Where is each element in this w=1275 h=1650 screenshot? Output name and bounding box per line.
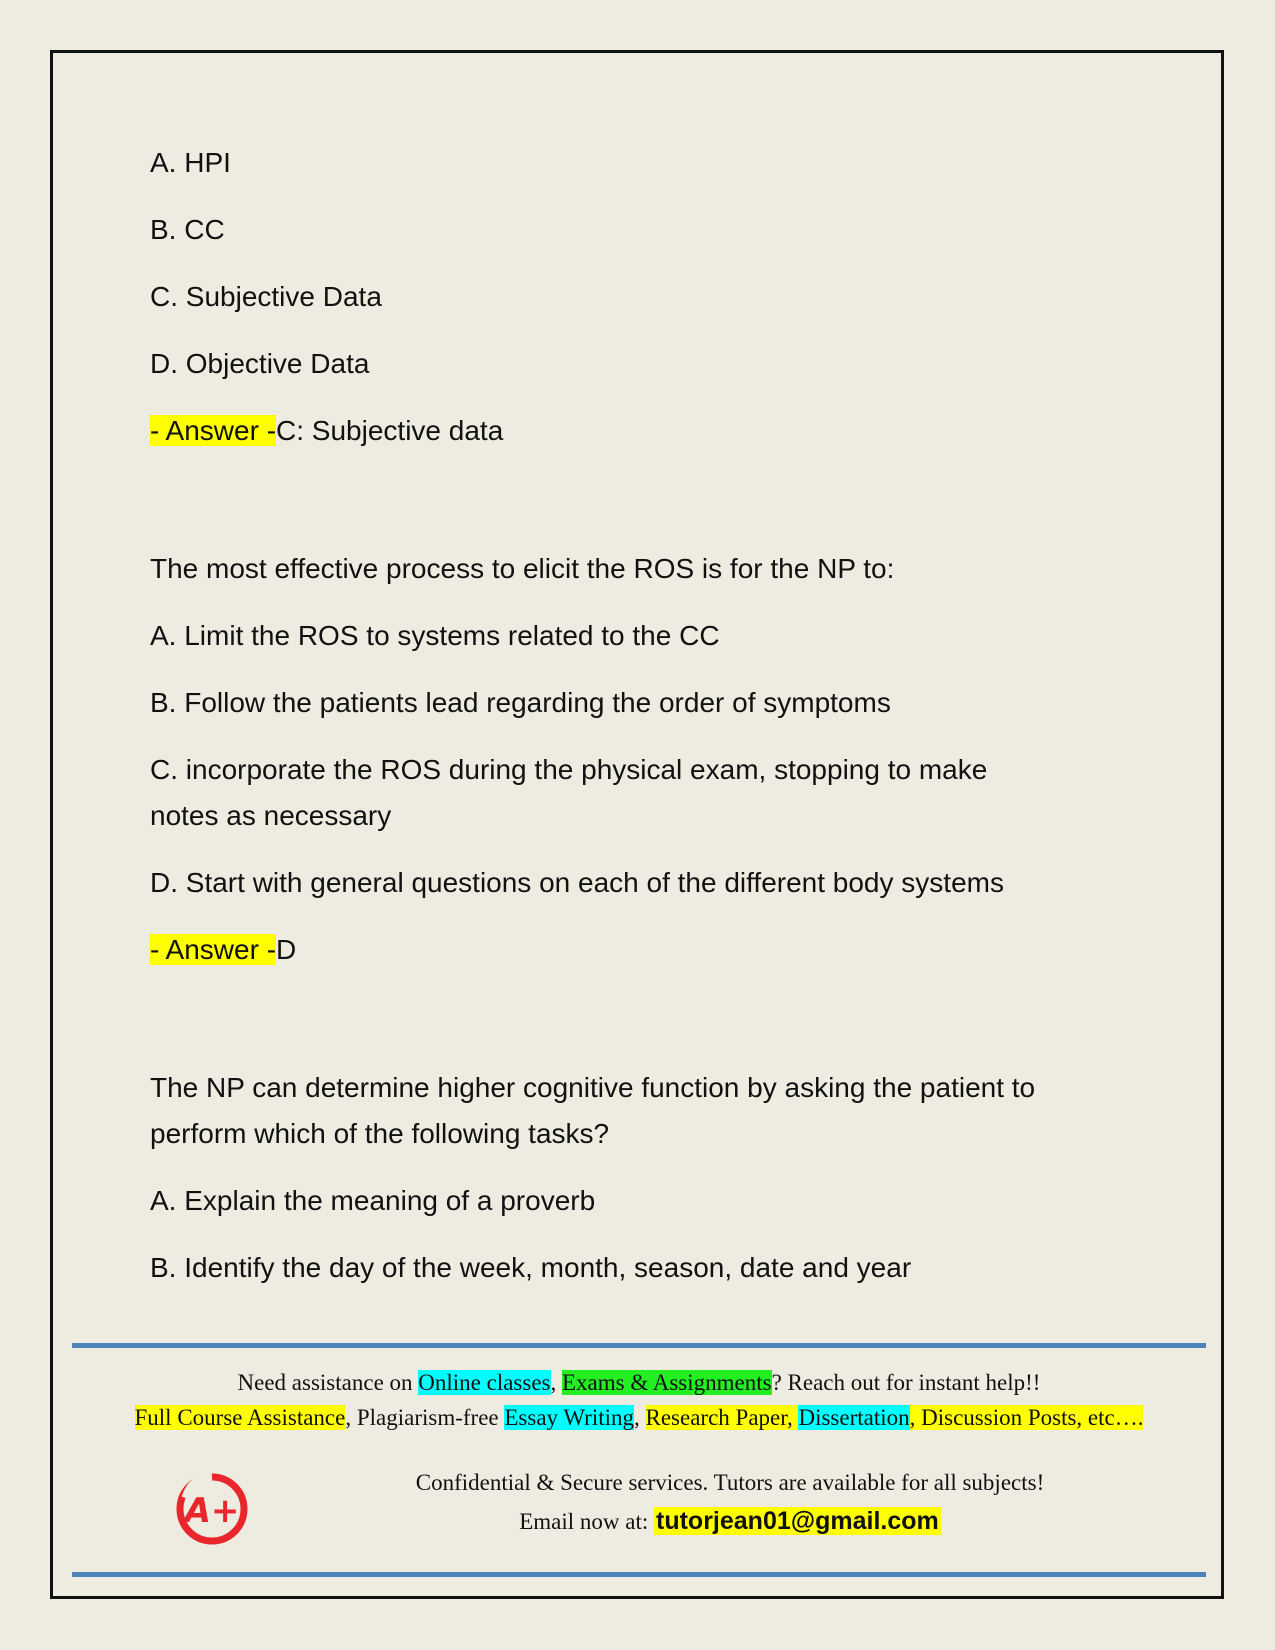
document-body: [150, 140, 1130, 1312]
online-classes-highlight: Online classes: [418, 1370, 551, 1395]
q1-option-c: C. Subjective Data: [150, 281, 382, 312]
q2-option-b: B. Follow the patients lead regarding the order of symptoms: [150, 687, 891, 718]
full-course-highlight: Full Course Assistance: [134, 1405, 346, 1430]
research-paper-highlight: Research Paper,: [645, 1405, 799, 1430]
discussion-posts-highlight: , Discussion Posts, etc….: [909, 1405, 1144, 1430]
footer-text: ,: [550, 1370, 562, 1395]
q2-answer: [150, 927, 1130, 973]
footer-top-rule: [72, 1343, 1206, 1348]
answer-label: - Answer -: [150, 934, 277, 965]
footer-line-2: [72, 1401, 1206, 1435]
q1-option-b: B. CC: [150, 214, 225, 245]
email-link[interactable]: tutorjean01@gmail.com: [656, 1507, 939, 1535]
footer-bottom-rule: [72, 1572, 1206, 1577]
footer-text: , Plagiarism-free: [345, 1405, 505, 1430]
footer-confidential: Confidential & Secure services. Tutors are available for all subjects!: [415, 1470, 1045, 1495]
q2-option-a: A. Limit the ROS to systems related to the CC: [150, 620, 720, 651]
q2-prompt: The most effective process to elicit the ROS is for the NP to:: [150, 553, 895, 584]
footer-line-1: [72, 1366, 1206, 1400]
footer-email-line: [180, 1504, 1275, 1539]
essay-writing-highlight: Essay Writing: [504, 1405, 634, 1430]
answer-text: C: Subjective data: [276, 415, 504, 446]
q3-option-a: A. Explain the meaning of a proverb: [150, 1185, 596, 1216]
email-prefix: Email now at:: [519, 1509, 654, 1534]
q3-prompt: The NP can determine higher cognitive function by asking the patient to perform which of the following tasks?: [150, 1072, 1036, 1149]
q1-option-d: D. Objective Data: [150, 348, 370, 379]
q2-option-c: C. incorporate the ROS during the physical exam, stopping to make notes as necessary: [150, 754, 988, 831]
q3-option-b: B. Identify the day of the week, month, season, date and year: [150, 1252, 912, 1283]
footer-text: ? Reach out for instant help!!: [771, 1370, 1041, 1395]
q1-option-a: A. HPI: [150, 147, 231, 178]
footer-text: Need assistance on: [237, 1370, 419, 1395]
answer-text: D: [276, 934, 297, 965]
footer-text: ,: [634, 1405, 646, 1430]
dissertation-highlight: Dissertation: [798, 1405, 910, 1430]
q2-option-d: D. Start with general questions on each of the different body systems: [150, 867, 1004, 898]
answer-label: - Answer -: [150, 415, 277, 446]
q1-answer: [150, 408, 1130, 454]
logo-text: A+: [184, 1491, 240, 1531]
exams-assignments-highlight: Exams & Assignments: [562, 1370, 772, 1395]
